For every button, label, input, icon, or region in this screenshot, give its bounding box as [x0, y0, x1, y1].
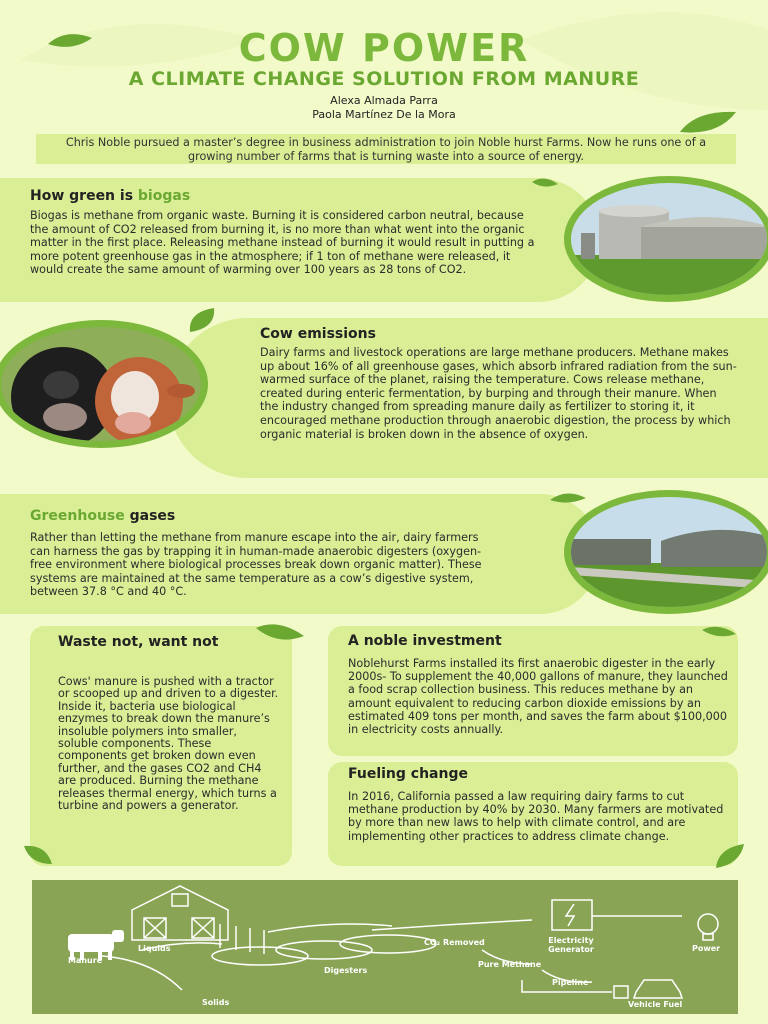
page-title: COW POWER: [238, 26, 530, 70]
noble-investment-text: Noblehurst Farms installed its first anaerobic digester in the early 2000s- To supplement the 40,000 gallons of manure, they launched a food scrap collection business. This reduces methane by an amount equivalent to reducing carbon dioxide emissions by an estimated 409 tons per month, and saves the farm about $100,000 in electricity costs annually.: [348, 657, 728, 737]
author-name: Paola Martínez De la Mora: [312, 108, 456, 121]
generator-icon: [552, 900, 592, 930]
label-pure-methane: Pure Methane: [478, 960, 542, 969]
digester-photo: [564, 490, 768, 614]
leaf-icon: [186, 306, 218, 336]
leaf-icon: [22, 842, 54, 866]
greenhouse-heading: [30, 508, 175, 524]
noble-investment-heading: A noble investment: [348, 633, 502, 649]
intro-text: Chris Noble pursued a master’s degree in business administration to join Noble hurst Farms. Now he runs one of a growing number of farms that is turning waste into a source of energy.: [36, 134, 736, 164]
vehicle-icon: [634, 980, 682, 998]
biogas-heading: [30, 188, 190, 204]
heading-text: How green is: [30, 188, 138, 204]
label-vehicle-fuel: Vehicle Fuel: [628, 1000, 683, 1009]
fueling-change-heading: Fueling change: [348, 766, 468, 782]
fueling-change-text: In 2016, California passed a law requiring dairy farms to cut methane production by 40% by 2030. Many farmers are motivated by more than new laws to help with climate control, and are implementing other practices to address climate change.: [348, 790, 724, 843]
label-solids: Solids: [202, 998, 230, 1007]
cow-emissions-heading: Cow emissions: [260, 326, 376, 342]
heading-highlight: biogas: [137, 188, 191, 204]
label-digesters: Digesters: [324, 966, 368, 975]
waste-not-text: Cows' manure is pushed with a tractor or scooped up and driven to a digester. Inside it, bacteria use biological enzymes to break down the manure’s insoluble polymers into smaller, soluble components. These components get broken down even further, and the gases CO2 and CH4 are produced. Burning the methane releases thermal energy, which turns a turbine and powers a generator.: [58, 675, 279, 813]
page-subtitle: A CLIMATE CHANGE SOLUTION FROM MANURE: [128, 68, 640, 90]
label-liquids: Liquids: [138, 944, 171, 953]
leaf-icon: [254, 620, 306, 646]
label-co2-removed: CO₂ Removed: [424, 938, 485, 947]
author-name: Alexa Almada Parra: [330, 94, 438, 107]
label-manure: Manure: [68, 956, 103, 965]
power-bulb-icon: [698, 914, 718, 934]
leaf-icon: [700, 624, 738, 640]
biogas-text: Biogas is methane from organic waste. Burning it is considered carbon neutral, because the amount of CO2 released from burning it, is no more than what went into the organic matter in the first place. Releasing methane instead of burning it would result in putting a more potent greenhouse gas in the atmosphere; if 1 ton of methane were released, it would create the same amount of warming over 100 years as 28 tons of CO2.: [30, 209, 535, 277]
heading-text: gases: [124, 508, 176, 524]
waste-not-heading: Waste not, want not: [58, 634, 219, 650]
label-electricity-generator: Electricity Generator: [548, 936, 594, 954]
leaf-icon: [530, 176, 560, 190]
label-power: Power: [692, 944, 721, 953]
biogas-plant-photo: [564, 176, 768, 302]
cow-emissions-text: Dairy farms and livestock operations are large methane producers. Methane makes up about 16% of all greenhouse gases, which absorb infrared radiation from the sun-warmed surface of the planet, raising the temperature. Cows release methane, created during enteric fermentation, by burping and through their manure. When the industry changed from spreading manure daily as fertilizer to storing it, it encouraged methane production through anaerobic digestion, the process by which organic material is broken down in the absence of oxygen.: [260, 346, 737, 441]
greenhouse-text: Rather than letting the methane from manure escape into the air, dairy farmers can harness the gas by trapping it in human-made anaerobic digesters (oxygen-free environment where biological processes break down organic matter). These systems are maintained at the same temperature as a cow’s digestive system, between 37.8 °C and 40 °C.: [30, 531, 482, 599]
label-pipeline: Pipeline: [552, 978, 589, 987]
leaf-icon: [712, 842, 746, 872]
cows-photo: [0, 320, 208, 448]
leaf-icon: [548, 490, 588, 506]
heading-highlight: Greenhouse: [30, 508, 125, 524]
process-diagram: [32, 880, 738, 1014]
